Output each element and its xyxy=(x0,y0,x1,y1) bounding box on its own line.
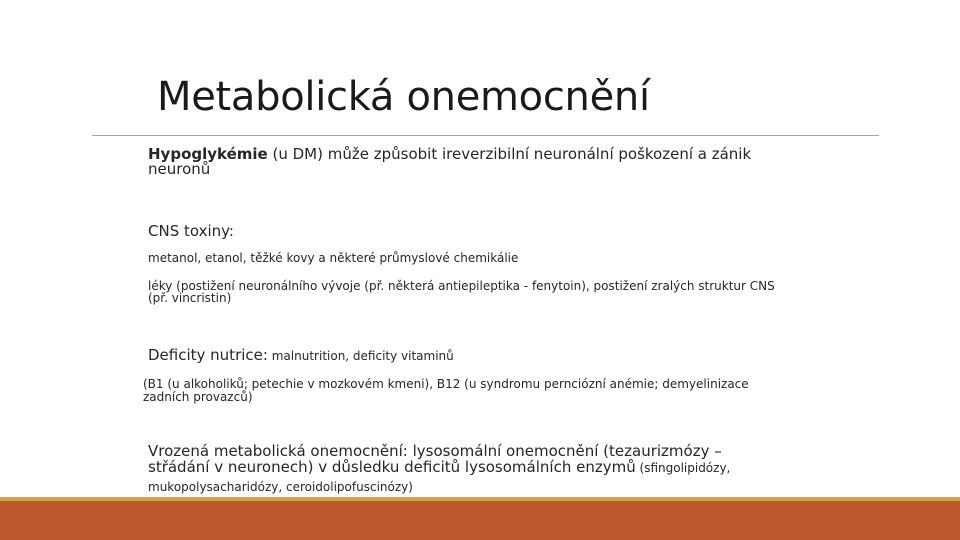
footer-accent-line xyxy=(0,497,960,501)
deficity-text: malnutrition, deficity vitaminů xyxy=(267,349,454,363)
slide-title: Metabolická onemocnění xyxy=(157,74,650,120)
vrozena-paragraph xyxy=(148,443,768,476)
hypoglykemie-term: Hypoglykémie xyxy=(148,145,268,163)
deficity-paragraph xyxy=(148,347,808,365)
cns-toxiny-line-2: léky (postižení neuronálního vývoje (př. některá antiepileptika - fenytoin), postižení zralých struktur CNS (př. vincristin) xyxy=(148,279,775,305)
vrozena-continuation: mukopolysacharidózy, ceroidolipofuscinózy) xyxy=(148,480,413,494)
footer-accent-bar xyxy=(0,497,960,540)
hypoglykemie-paragraph xyxy=(148,147,808,177)
vrozena-text: lysosomální onemocnění (tezaurizmózy – střádání v neuronech) v důsledku deficitů lysosomálních enzymů xyxy=(148,442,722,476)
vrozena-heading: Vrozená metabolická onemocnění: xyxy=(148,442,408,460)
cns-toxiny-line-1: metanol, etanol, těžké kovy a některé průmyslové chemikálie xyxy=(148,251,519,265)
title-divider xyxy=(92,135,879,136)
vrozena-small-text: (sfingolipidózy, xyxy=(635,461,731,475)
deficity-heading: Deficity nutrice: xyxy=(148,346,268,364)
hypoglykemie-text: (u DM) může způsobit ireverzibilní neuronální poškození a zánik neuronů xyxy=(148,145,752,178)
cns-toxiny-heading: CNS toxiny: xyxy=(148,222,234,240)
deficity-detail: (B1 (u alkoholiků; petechie v mozkovém kmeni), B12 (u syndromu pernciózní anémie; demyelinizace zadních provazců) xyxy=(143,377,749,404)
